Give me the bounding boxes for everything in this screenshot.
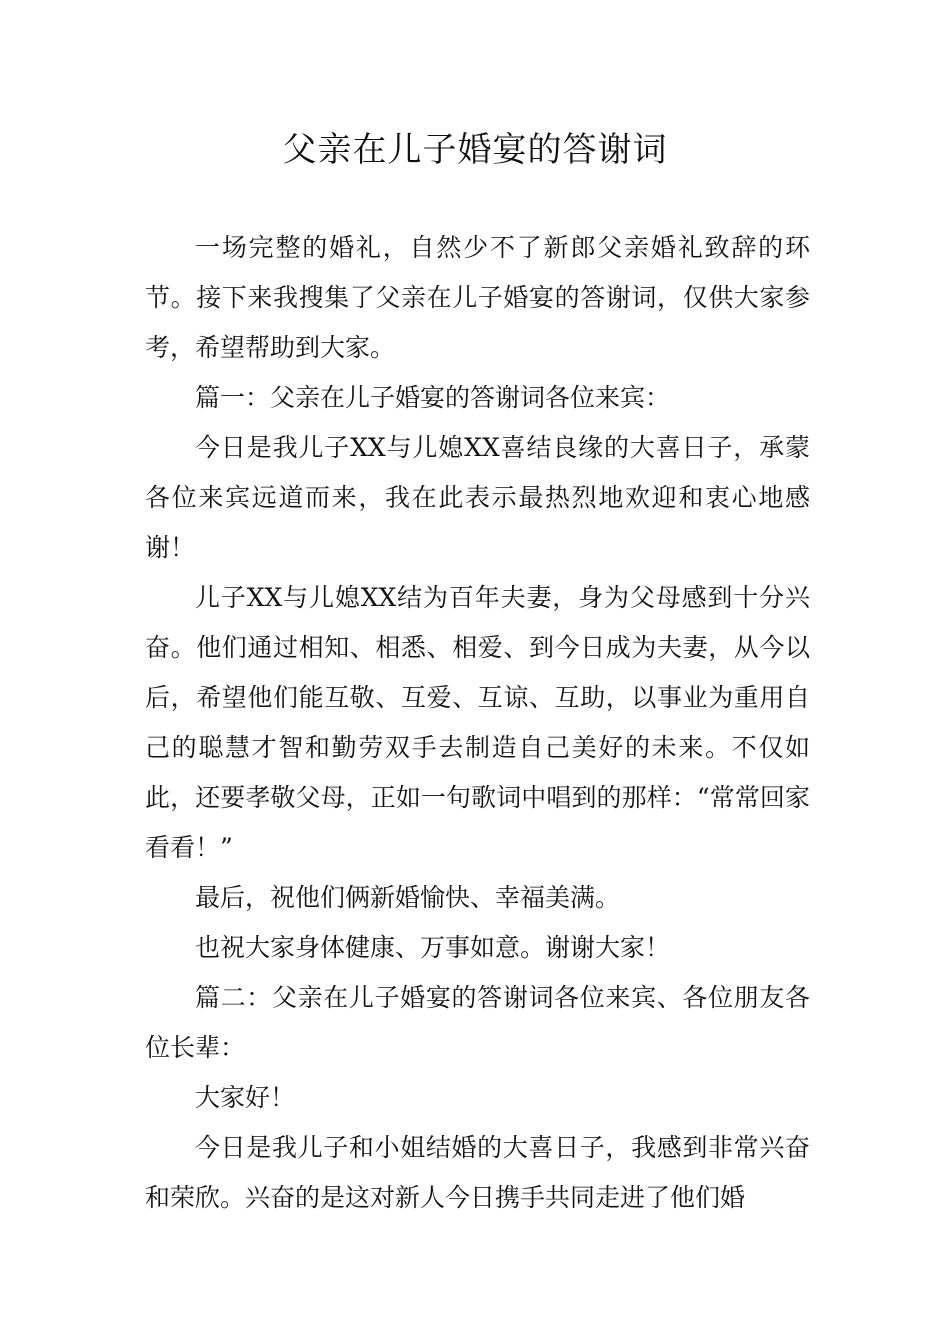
paragraph-intro: 一场完整的婚礼，自然少不了新郎父亲婚礼致辞的环节。接下来我搜集了父亲在儿子婚宴的答谢词，仅供大家参考，希望帮助到大家。 [145, 233, 810, 362]
paragraph-welcome: 今日是我儿子XX与儿媳XX喜结良缘的大喜日子，承蒙各位来宾远道而来，我在此表示最热烈地欢迎和衷心地感谢！ [145, 433, 810, 562]
paragraph-blessing: 最后，祝他们俩新婚愉快、幸福美满。 [195, 883, 621, 912]
paragraph-section-one-heading: 篇一：父亲在儿子婚宴的答谢词各位来宾： [195, 383, 671, 412]
paragraph-section-two-heading: 篇二：父亲在儿子婚宴的答谢词各位来宾、各位朋友各位长辈： [145, 983, 810, 1062]
paragraph-wishes: 儿子XX与儿媳XX结为百年夫妻，身为父母感到十分兴奋。他们通过相知、相悉、相爱、到今日成为夫妻，从今以后，希望他们能互敬、互爱、互谅、互助，以事业为重用自己的聪慧才智和勤劳双手去制造自己美好的未来。不仅如此，还要孝敬父母，正如一句歌词中唱到的那样：“常常回家看看！” [145, 583, 810, 862]
paragraph-greeting: 大家好！ [195, 1083, 296, 1112]
paragraph-section-two-body: 今日是我儿子和小姐结婚的大喜日子，我感到非常兴奋和荣欣。兴奋的是这对新人今日携手共同走进了他们婚 [145, 1133, 810, 1212]
document-body [145, 223, 810, 1223]
paragraph-thanks: 也祝大家身体健康、万事如意。谢谢大家！ [195, 933, 671, 962]
document-title: 父亲在儿子婚宴的答谢词 [282, 130, 668, 170]
